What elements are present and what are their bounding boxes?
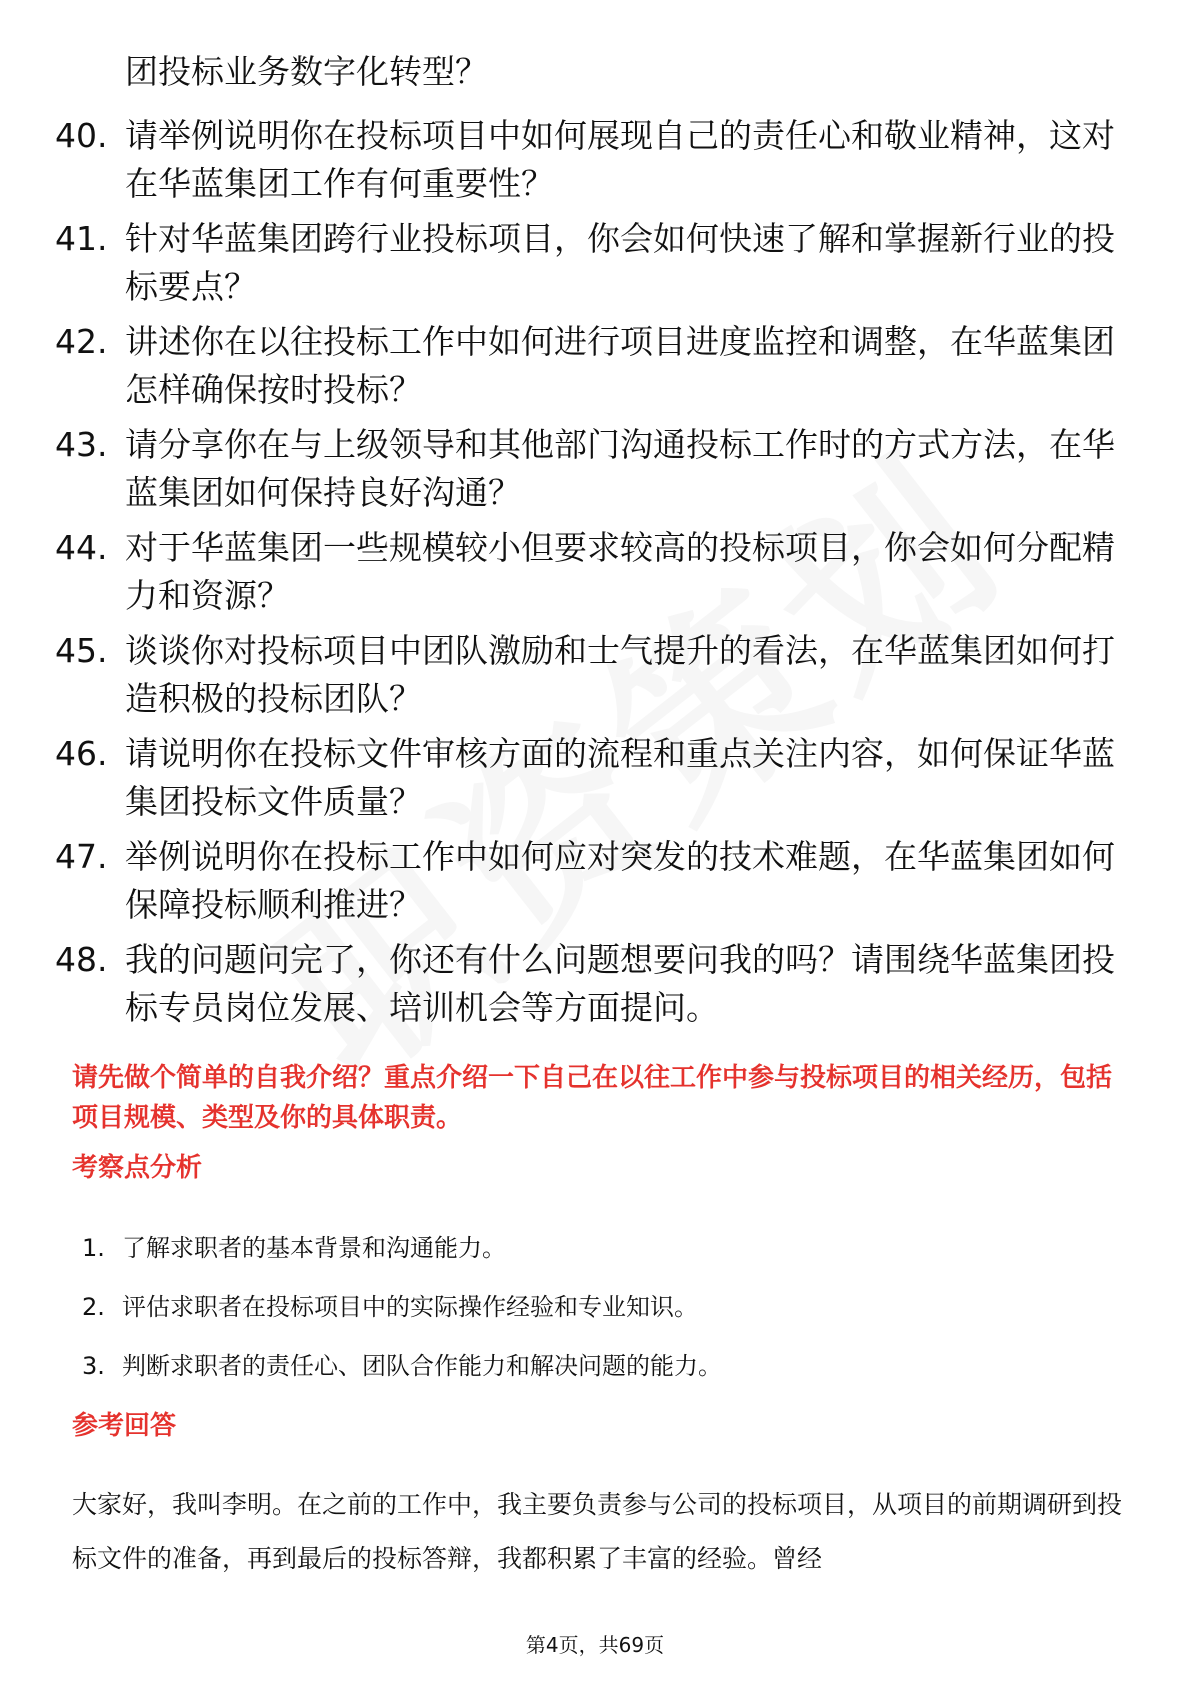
question-text: 请举例说明你在投标项目中如何展现自己的责任心和敬业精神，这对在华蓝集团工作有何重要性？ (125, 116, 1115, 203)
page-footer: 第4页，共69页 (525, 1633, 665, 1657)
list-item (55, 421, 1135, 517)
question-text: 举例说明你在投标工作中如何应对突发的技术难题，在华蓝集团如何保障投标顺利推进？ (125, 837, 1115, 924)
reference-heading: 参考回答 (72, 1411, 177, 1441)
question-text: 对于华蓝集团一些规模较小但要求较高的投标项目，你会如何分配精力和资源？ (125, 528, 1115, 615)
list-item (55, 730, 1135, 826)
list-item (82, 1348, 1082, 1384)
featured-question: 请先做个简单的自我介绍？重点介绍一下自己在以往工作中参与投标项目的相关经历，包括项目规模、类型及你的具体职责。 (72, 1063, 1113, 1133)
point-number: 2. (82, 1293, 105, 1321)
question-number: 42. (55, 322, 108, 361)
analysis-heading: 考察点分析 (72, 1153, 203, 1183)
question-text: 请分享你在与上级领导和其他部门沟通投标工作时的方式方法，在华蓝集团如何保持良好沟通？ (125, 425, 1115, 512)
list-item (55, 524, 1135, 620)
point-text: 评估求职者在投标项目中的实际操作经验和专业知识。 (122, 1293, 698, 1321)
question-number: 48. (55, 940, 108, 979)
question-list (55, 112, 1135, 1039)
question-number: 43. (55, 425, 108, 464)
question-text: 请说明你在投标文件审核方面的流程和重点关注内容，如何保证华蓝集团投标文件质量？ (125, 734, 1115, 821)
question-number: 47. (55, 837, 108, 876)
question-number: 46. (55, 734, 108, 773)
point-number: 3. (82, 1352, 105, 1380)
question-number: 40. (55, 116, 108, 155)
question-text: 讲述你在以往投标工作中如何进行项目进度监控和调整，在华蓝集团怎样确保按时投标？ (125, 322, 1115, 409)
question-number: 44. (55, 528, 108, 567)
question-text: 谈谈你对投标项目中团队激励和士气提升的看法，在华蓝集团如何打造积极的投标团队？ (125, 631, 1115, 718)
question-number: 41. (55, 219, 108, 258)
list-item (55, 627, 1135, 723)
question-continuation: 团投标业务数字化转型？ (125, 52, 488, 91)
analysis-list (82, 1230, 1082, 1407)
question-text: 我的问题问完了，你还有什么问题想要问我的吗？请围绕华蓝集团投标专员岗位发展、培训机会等方面提问。 (125, 940, 1115, 1027)
list-item (55, 318, 1135, 414)
point-text: 判断求职者的责任心、团队合作能力和解决问题的能力。 (122, 1352, 722, 1380)
reference-answer: 大家好，我叫李明。在之前的工作中，我主要负责参与公司的投标项目，从项目的前期调研到投标文件的准备，再到最后的投标答辩，我都积累了丰富的经验。曾经 (72, 1490, 1123, 1573)
question-number: 45. (55, 631, 108, 670)
point-text: 了解求职者的基本背景和沟通能力。 (122, 1234, 506, 1262)
question-text: 针对华蓝集团跨行业投标项目，你会如何快速了解和掌握新行业的投标要点？ (125, 219, 1115, 306)
list-item (82, 1230, 1082, 1266)
list-item (55, 833, 1135, 929)
list-item (82, 1289, 1082, 1325)
point-number: 1. (82, 1234, 105, 1262)
list-item (55, 112, 1135, 208)
list-item (55, 215, 1135, 311)
list-item (55, 936, 1135, 1032)
